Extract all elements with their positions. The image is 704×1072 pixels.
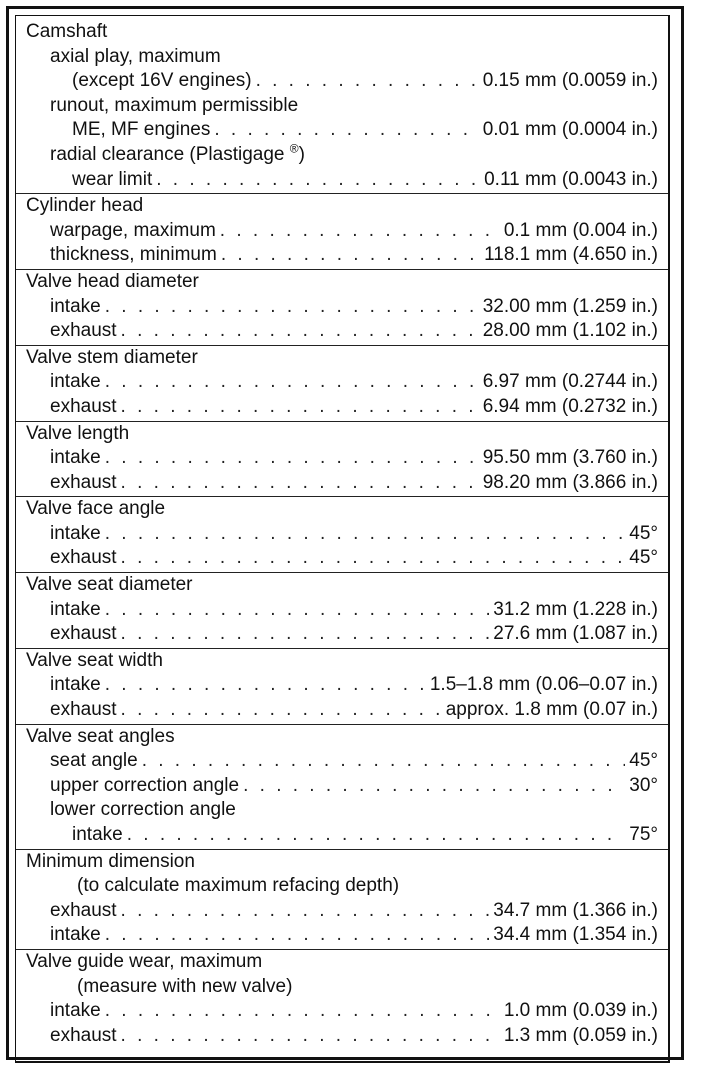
spec-value: 45° — [629, 750, 658, 772]
spec-value: 118.1 mm (4.650 in.) — [484, 244, 658, 266]
spec-value: 31.2 mm (1.228 in.) — [493, 598, 658, 620]
dot-leader — [243, 774, 625, 799]
spec-value: 95.50 mm (3.760 in.) — [482, 447, 658, 469]
dot-leader — [105, 295, 479, 320]
spec-row — [16, 598, 668, 623]
spec-label-text: intake — [50, 295, 101, 317]
spec-value: 34.7 mm (1.366 in.) — [493, 899, 658, 921]
spec-label-text: warpage, maximum — [50, 219, 216, 241]
group-title: Valve length — [26, 422, 130, 444]
dot-leader — [121, 471, 479, 496]
spec-label-text: intake — [50, 924, 101, 946]
group-title: Valve seat diameter — [26, 574, 193, 596]
spec-label — [50, 999, 101, 1024]
spec-label-text: exhaust — [50, 471, 117, 493]
spec-row — [16, 698, 668, 723]
spec-label-text: exhaust — [50, 623, 117, 645]
spec-label — [50, 622, 117, 647]
spec-label — [50, 698, 117, 723]
spec-value: 0.11 mm (0.0043 in.) — [484, 168, 658, 190]
group-title: Valve head diameter — [26, 270, 199, 292]
spec-row — [16, 798, 668, 823]
spec-value: 75° — [629, 824, 658, 845]
spec-value: 1.0 mm (0.039 in.) — [503, 1000, 658, 1022]
spec-row — [16, 774, 668, 799]
group-title: Camshaft — [26, 21, 108, 42]
spec-row — [16, 395, 668, 420]
spec-value: 45° — [629, 547, 658, 569]
spec-row — [16, 446, 668, 471]
spec-label-text: exhaust — [50, 547, 117, 569]
spec-label-text: lower correction angle — [50, 799, 236, 821]
spec-value: 0.01 mm (0.0004 in.) — [482, 119, 658, 141]
spec-label-text: exhaust — [50, 899, 117, 921]
spec-label — [72, 118, 210, 143]
spec-label — [50, 899, 117, 924]
spec-value: 0.15 mm (0.0059 in.) — [482, 70, 658, 92]
dot-leader — [121, 698, 442, 723]
spec-label — [50, 446, 101, 471]
spec-list — [16, 20, 668, 1049]
spec-label — [50, 219, 216, 244]
spec-value: 6.97 mm (0.2744 in.) — [482, 371, 658, 393]
group-title: Valve stem diameter — [26, 346, 198, 368]
dot-leader — [121, 319, 479, 344]
spec-label — [72, 69, 252, 94]
dot-leader — [127, 823, 626, 848]
spec-row — [16, 749, 668, 774]
spec-row — [16, 370, 668, 395]
spec-value: 1.3 mm (0.059 in.) — [503, 1024, 658, 1046]
spec-label-text: intake — [50, 371, 101, 393]
spec-row — [16, 219, 668, 244]
spec-group — [16, 270, 668, 346]
dot-leader — [221, 243, 480, 268]
spec-row — [16, 522, 668, 547]
spec-label — [50, 1024, 117, 1049]
spec-group — [16, 725, 668, 850]
spec-row — [16, 899, 668, 924]
spec-table — [15, 15, 670, 1063]
spec-label-text: intake — [72, 824, 123, 845]
spec-row — [16, 45, 668, 70]
spec-label-text: exhaust — [50, 699, 117, 721]
spec-label — [50, 45, 221, 70]
dot-leader — [220, 219, 500, 244]
dot-leader — [105, 446, 479, 471]
spec-label-text: (measure with new valve) — [77, 975, 293, 997]
dot-leader — [105, 673, 426, 698]
dot-leader — [256, 69, 479, 94]
spec-row — [16, 546, 668, 571]
spec-label-text: intake — [50, 674, 101, 696]
spec-label-text: intake — [50, 598, 101, 620]
registered-mark: ® — [289, 141, 299, 156]
spec-label-text: ME, MF engines — [72, 119, 211, 141]
dot-leader — [142, 749, 626, 774]
dot-leader — [121, 622, 490, 647]
spec-row — [16, 143, 668, 168]
spec-label-text: radial clearance (Plastigage — [50, 143, 285, 165]
spec-value: 45° — [629, 522, 658, 544]
dot-leader — [121, 546, 626, 571]
spec-row — [16, 1024, 668, 1049]
spec-value: 27.6 mm (1.087 in.) — [493, 623, 658, 645]
spec-label — [50, 370, 101, 395]
group-title: Valve seat width — [26, 649, 163, 671]
spec-value: 30° — [629, 774, 658, 796]
spec-label-text: intake — [50, 447, 101, 469]
spec-label-text: exhaust — [50, 320, 117, 342]
spec-row — [16, 118, 668, 143]
spec-row — [16, 319, 668, 344]
spec-label — [50, 749, 138, 774]
spec-label-text: (to calculate maximum refacing depth) — [77, 875, 400, 897]
spec-row — [16, 94, 668, 119]
spec-label-text: (except 16V engines) — [72, 70, 252, 92]
group-title: Valve guide wear, maximum — [26, 950, 263, 972]
spec-value: 28.00 mm (1.102 in.) — [482, 320, 658, 342]
spec-label — [50, 471, 117, 496]
spec-label — [72, 823, 123, 848]
dot-leader — [156, 168, 480, 193]
spec-group — [16, 850, 668, 950]
spec-row — [16, 975, 668, 1000]
spec-row — [16, 69, 668, 94]
spec-label — [50, 546, 117, 571]
spec-value: 1.5–1.8 mm (0.06–0.07 in.) — [429, 674, 658, 696]
spec-row — [16, 168, 668, 193]
spec-label-text: exhaust — [50, 395, 117, 417]
dot-leader — [105, 370, 479, 395]
label-suffix: ) — [298, 143, 305, 165]
spec-group — [16, 649, 668, 725]
dot-leader — [105, 999, 500, 1024]
spec-label-text: intake — [50, 1000, 101, 1022]
spec-group — [16, 20, 668, 194]
spec-row — [16, 823, 668, 848]
spec-row — [16, 243, 668, 268]
spec-label — [50, 243, 217, 268]
spec-label — [50, 923, 101, 948]
spec-row — [16, 673, 668, 698]
dot-leader — [121, 1024, 500, 1049]
group-title: Valve seat angles — [26, 725, 175, 747]
spec-group — [16, 950, 668, 1049]
spec-label-text: thickness, minimum — [50, 244, 217, 266]
spec-label — [50, 295, 101, 320]
spec-label-text: wear limit — [72, 168, 153, 190]
spec-label — [50, 94, 298, 119]
spec-value: 34.4 mm (1.354 in.) — [493, 924, 658, 946]
spec-value: 98.20 mm (3.866 in.) — [482, 471, 658, 493]
spec-group — [16, 422, 668, 498]
spec-value: 0.1 mm (0.004 in.) — [503, 219, 658, 241]
spec-row — [16, 295, 668, 320]
spec-label — [77, 975, 292, 1000]
spec-label — [50, 319, 117, 344]
dot-leader — [121, 395, 479, 420]
dot-leader — [105, 598, 490, 623]
spec-label-text: upper correction angle — [50, 774, 240, 796]
spec-label — [50, 143, 305, 168]
spec-label-text: axial play, maximum — [50, 45, 221, 67]
spec-label — [50, 395, 117, 420]
dot-leader — [121, 899, 490, 924]
spec-label — [50, 673, 101, 698]
spec-row — [16, 622, 668, 647]
spec-row — [16, 874, 668, 899]
spec-label — [50, 798, 236, 823]
spec-label-text: exhaust — [50, 1024, 117, 1046]
spec-group — [16, 346, 668, 422]
dot-leader — [105, 522, 626, 547]
spec-row — [16, 999, 668, 1024]
spec-row — [16, 471, 668, 496]
spec-group — [16, 194, 668, 270]
dot-leader — [214, 118, 478, 143]
spec-value: 6.94 mm (0.2732 in.) — [482, 395, 658, 417]
spec-label-text: seat angle — [50, 750, 138, 772]
dot-leader — [105, 923, 490, 948]
group-title: Valve face angle — [26, 498, 166, 520]
spec-label — [77, 874, 399, 899]
group-title: Minimum dimension — [26, 850, 195, 872]
spec-group — [16, 497, 668, 573]
spec-value: 32.00 mm (1.259 in.) — [482, 295, 658, 317]
group-title: Cylinder head — [26, 195, 144, 217]
spec-label — [50, 774, 239, 799]
spec-label — [50, 522, 101, 547]
spec-label — [50, 598, 101, 623]
spec-row — [16, 923, 668, 948]
spec-value: approx. 1.8 mm (0.07 in.) — [445, 699, 658, 721]
spec-label — [72, 168, 152, 193]
spec-label-text: intake — [50, 522, 101, 544]
spec-label-text: runout, maximum permissible — [50, 94, 299, 116]
spec-group — [16, 573, 668, 649]
